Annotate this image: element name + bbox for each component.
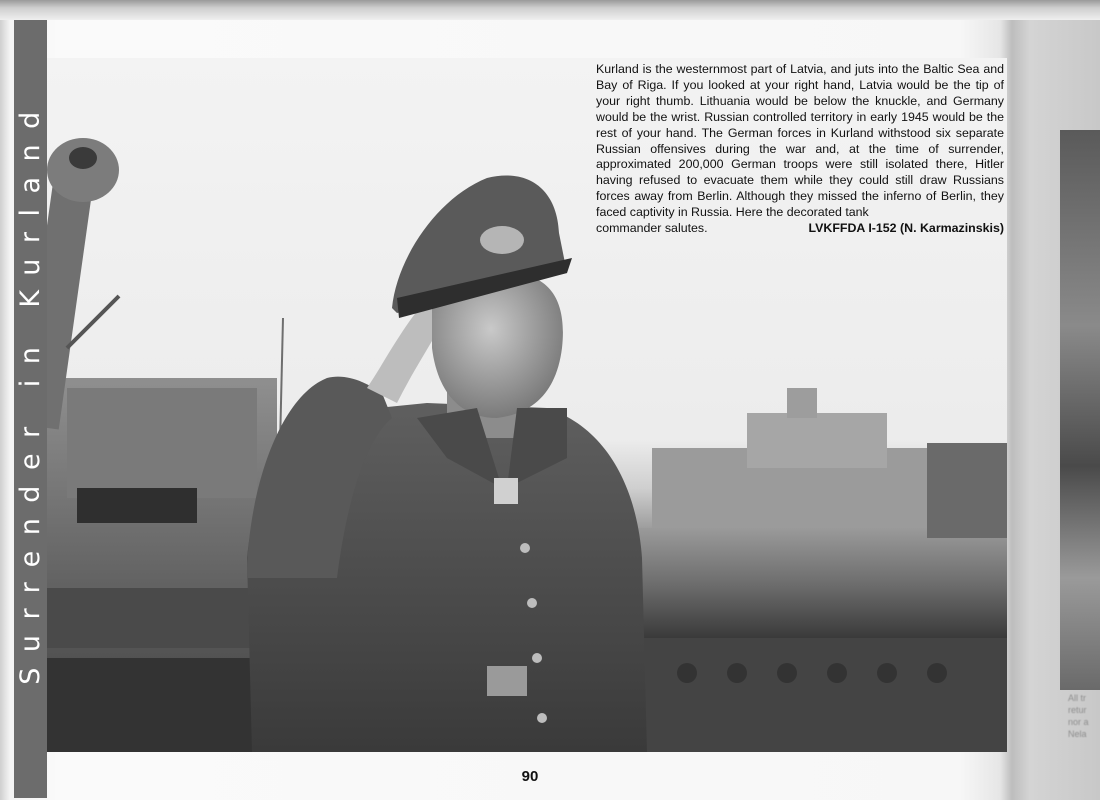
left-tank	[47, 138, 283, 752]
next-page-text-line: Nela	[1068, 729, 1087, 739]
next-page-text-line: All tr	[1068, 693, 1086, 703]
next-page-photo-fragment	[1060, 130, 1100, 690]
chapter-title-vertical	[14, 20, 47, 760]
photo-caption	[596, 62, 1004, 237]
caption-ending: commander salutes.	[596, 221, 708, 236]
chapter-title: Surrender in Kurland	[15, 95, 47, 685]
next-page-text-line: retur	[1068, 705, 1087, 715]
next-page-text-line: nor a	[1068, 717, 1089, 727]
photo-credit: LVKFFDA I-152 (N. Karmazinskis)	[808, 221, 1004, 236]
officer-figure	[247, 175, 647, 752]
next-page-text-fragment	[1068, 692, 1100, 740]
page-number: 90	[521, 768, 539, 785]
scan-edge	[0, 0, 1100, 20]
right-tank	[637, 388, 1007, 752]
caption-last-line	[596, 221, 1004, 237]
caption-text: Kurland is the westernmost part of Latvia, and juts into the Baltic Sea and Bay of Riga. If you looked at your right hand, Latvia would be the tip of your right thumb. Lithuania would be below the knuckle, and Germany would be the wrist. Russian controlled territory in early 1945 would be the rest of your hand. The German forces in Kurland withstood six separate Russian offensives during the war and, at the time of surrender, approximated 200,000 German troops were still isolated there, Hitler having refused to evacuate them while they could still draw Russians forces away from Berlin. Although they missed the inferno of Berlin, they faced captivity in Russia. Here the decorated tank	[596, 62, 1004, 220]
